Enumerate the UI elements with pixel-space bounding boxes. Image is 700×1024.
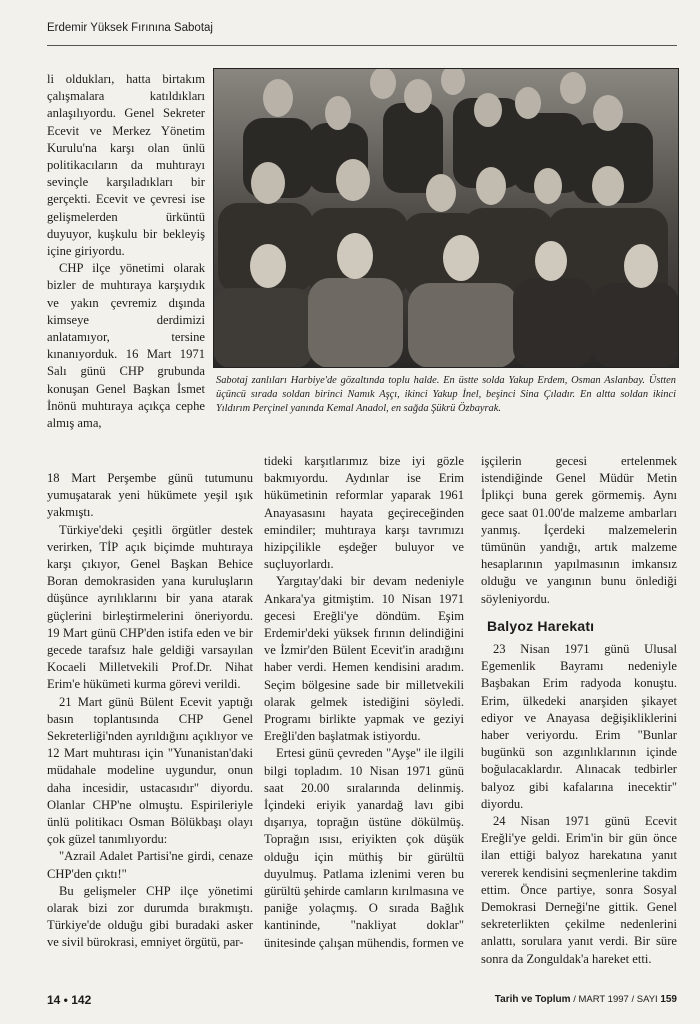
paragraph: Ertesi günü çevreden "Ayşe" ile ilgili bilgi topladım. 10 Nisan 1971 günü saat 20.00 sıralarında delinmiş. İçindeki eriyik yanardağ lavı gibi dışarıya, toprağın üstüne dökülmüş. Toprağın ısısı, eriyikten çok düşük olduğu için müthiş bir gürültü duyulmuş. Patlama izlenimi veren bu gürültü şehirde camların kırılmasına ve paniğe yolaçmış. O sırada Bağlık kantininde, "nakliyat doklar" ünitesinde çalışan mühendis, formen ve	[264, 746, 464, 950]
paragraph: Türkiye'deki çeşitli örgütler destek verirken, TİP açık biçimde muhtıraya karşı çıkıyor, Genel Başkan Behice Boran demokrasiden yana kuruluşların düşünce ayrılıklarını bir yana atarak güçlerini birleştirmelerini öneriyordu. 19 Mart günü CHP'den istifa eden ve bir gecede tarafsız hale geldiği varsayılan Kocaeli Milletvekili Prof.Dr. Nihat Erim'e hükümeti kurma görevi verildi.	[47, 522, 253, 692]
issue-number: 159	[660, 994, 677, 1005]
paragraph: 18 Mart Perşembe günü tutumunu yumuşatarak yeni hükümete yeşil ışık yakmıştı.	[47, 471, 253, 520]
column-2	[264, 453, 464, 952]
group-photo	[213, 68, 679, 368]
paragraph: 21 Mart günü Bülent Ecevit yaptığı basın toplantısında CHP Genel Sekreterliği'nden ayrıldığını açıklıyor ve 12 Mart muhtırası için "Yunanistan'daki müdahale modeline uygundur, onun daha incesidir, ustacasıdır" diyordu. Olanlar CHP'ne olmuştu. Espirileriyle ünlü politikacı Osman Bölükbaşı olayı çok güzel tanımlıyordu:	[47, 694, 253, 847]
section-heading: Balyoz Harekatı	[487, 617, 595, 634]
paragraph: Yargıtay'daki bir devam nedeniyle Ankara'ya gitmiştim. 10 Nisan 1971 gecesi Ereğli'ye döndüm. Eşim Erdemir'deki yüksek fırının delindiğini ve İzmir'den Bülent Ecevit'in aradığını haber verdi. Hemen kendisini aradım. Seçim bölgesine sade bir milletvekili olarak gelmek istediğini söyledi. Programı birlikte yapmak ve geziyi Ereğli'den başlatmak istiyordu.	[264, 574, 464, 744]
paragraph: 24 Nisan 1971 günü Ecevit Ereğli'ye geldi. Erim'in bir gün önce ilan ettiği balyoz harekatına yanıt vererek kendisini seçmenlerine takdim ettim. Önce partiye, sonra Sosyal Demokrasi Derneği'ne gittik. Genel sekreterlikten çekilme nedenlerini anlattı, sorulara yanıt verdi. Bir süre sonra da Zonguldak'a hareket etti.	[481, 814, 677, 966]
paragraph: Bu gelişmeler CHP ilçe yönetimi olarak bizi zor durumda bırakmıştı. Türkiye'de olduğu gibi buradaki asker ve sivil bürokrasi, emniyet örgütü, par-	[47, 883, 253, 950]
issue-date: / MART 1997 / SAYI	[573, 994, 658, 1005]
paragraph: tideki karşıtlarımız bize iyi gözle bakmıyordu. Aydınlar ise Erim hükümetinin reformlar yaparak 1961 Anayasasını hayata geçireceğinden emindiler; muhtıraya karşı tavrımızı hizipçilikle eşdeğer buluyor ve suçluyorlardı.	[264, 454, 464, 572]
header-rule	[47, 45, 677, 46]
paragraph: işçilerin gecesi ertelenmek istendiğinde Genel Müdür Metin İplikçi buna gerek görmemiş. Aynı gece saat 01.00'de malzeme ambarları yanmış. İçerdeki malzemelerin tümünün yandığı, artık malzeme hesaplarının yapılmasının imkansız olduğu ve yangının bunu önlediği söyleniyordu.	[481, 454, 677, 606]
paragraph: li oldukları, hatta birtakım çalışmalara katıldıkları anlaşılıyordu. Genel Sekreter Ecevit ve Merkez Yönetim Kurulu'na karşı olan ünlü politikacıların da muhtırayı sevinçle karşıladıkları bir gerçekti. Ecevit ve çevresi ise gelişmelerden ürküntü duyuyor, kuşkulu bir bekleyiş içine giriyordu.	[47, 72, 205, 259]
column-3	[481, 453, 677, 968]
column-1-top	[47, 71, 205, 432]
running-header: Erdemir Yüksek Fırınına Sabotaj	[47, 22, 213, 34]
magazine-name: Tarih ve Toplum	[494, 994, 571, 1005]
magazine-footer	[495, 994, 677, 1005]
page-number: 14 • 142	[47, 993, 92, 1007]
paragraph: CHP ilçe yönetimi olarak bizler de muhtıraya karşıydık ve yakın çevremiz dışında kimseye derdimizi anlatamıyor, tersine kınanıyorduk. 16 Mart 1971 Salı günü CHP grubunda konuşan Genel Başkan İsmet İnönü muhtıraya açıkça cephe almış ama,	[47, 261, 205, 431]
quote-paragraph: "Azrail Adalet Partisi'ne girdi, cenaze CHP'den çıktı!"	[47, 849, 253, 881]
column-1	[47, 470, 253, 952]
photo-caption: Sabotaj zanlıları Harbiye'de gözaltında toplu halde. En üstte solda Yakup Erdem, Osman Aslanbay. Üstten üçüncü sırada soldan birinci Namık Aşçı, ikinci Yakup İnel, beşinci Sina Çıladır. En altta soldan ikinci Yıldırım Perçinel yanında Kemal Anadol, en sağda Şükrü Özbayrak.	[216, 375, 676, 414]
paragraph: 23 Nisan 1971 günü Ulusal Egemenlik Bayramı nedeniyle Başbakan Erim radyoda konuştu. Erim, ülkedeki anarşiden şikayet ediyor ve Anayasa değişikliklerini haber veriyordu. Erim "Bunlar bugünkü son azgınlıklarının içinde boğulacaklardır. Alınacak tedbirler balyoz gibi kafalarına inecektir" diyordu.	[481, 642, 677, 811]
group-photo-image	[213, 68, 679, 368]
